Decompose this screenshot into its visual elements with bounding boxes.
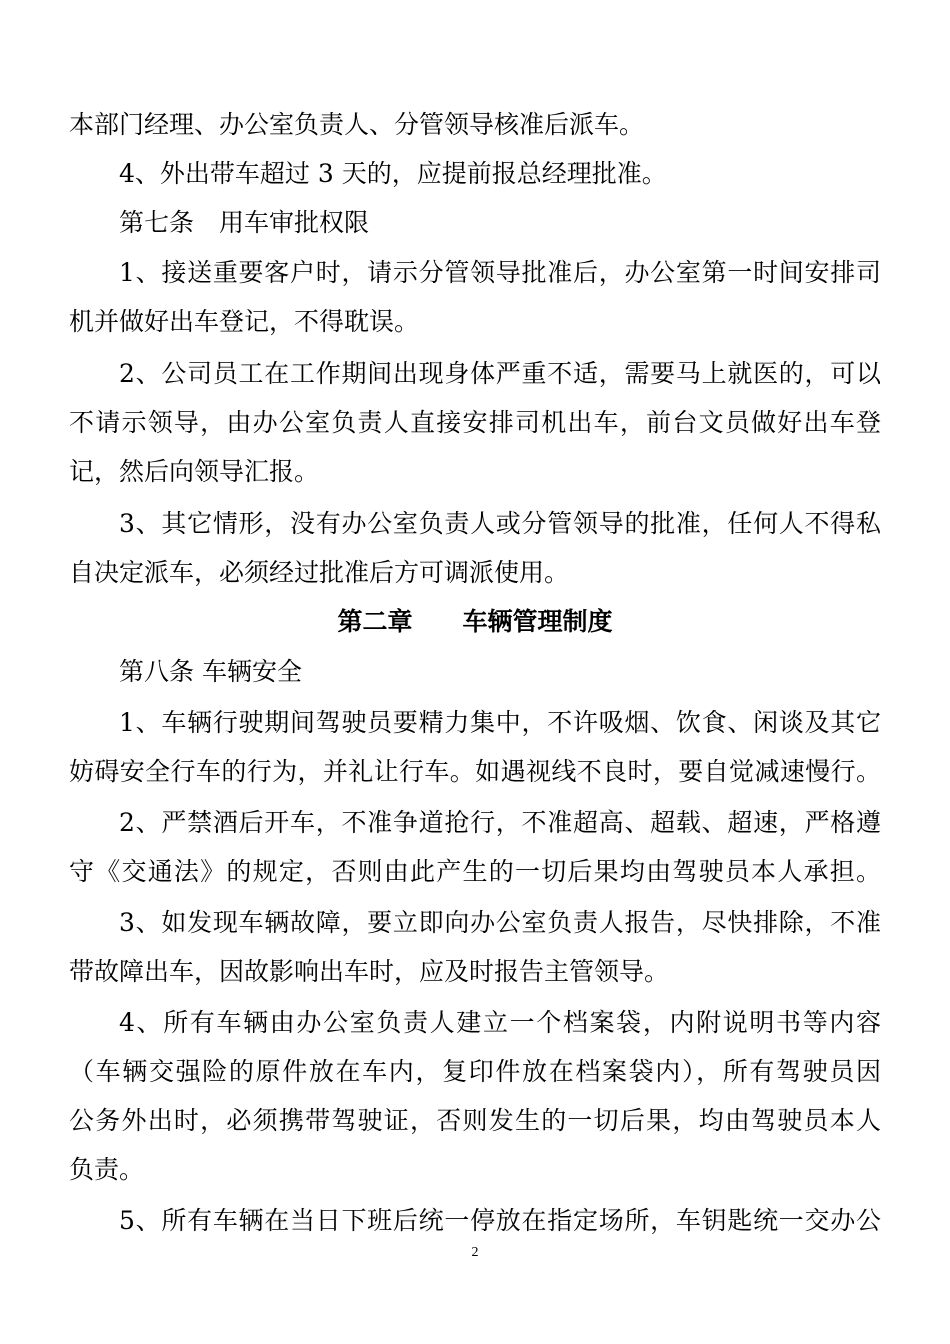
- text-line: 带故障出车，因故影响出车时，应及时报告主管领导。: [69, 957, 670, 986]
- text-line: （车辆交强险的原件放在车内，复印件放在档案袋内），所有驾驶员因: [69, 1057, 881, 1086]
- text-line: 记，然后向领导汇报。: [69, 457, 320, 486]
- text-line: 守《交通法》的规定，否则由此产生的一切后果均由驾驶员本人承担。: [69, 857, 881, 886]
- text-line: 1、车辆行驶期间驾驶员要精力集中，不许吸烟、饮食、闲谈及其它: [119, 708, 881, 737]
- article-heading: 第八条 车辆安全: [119, 657, 302, 686]
- text-line: 2、严禁酒后开车，不准争道抢行，不准超高、超载、超速，严格遵: [119, 808, 881, 837]
- text-line: 自决定派车，必须经过批准后方可调派使用。: [69, 558, 570, 587]
- text-line: 负责。: [69, 1155, 145, 1184]
- article-heading: 第七条 用车审批权限: [119, 208, 370, 237]
- text-line: 妨碍安全行车的行为，并礼让行车。如遇视线不良时，要自觉减速慢行。: [69, 757, 881, 786]
- text-line: 不请示领导，由办公室负责人直接安排司机出车，前台文员做好出车登: [69, 408, 881, 437]
- text-line: 5、所有车辆在当日下班后统一停放在指定场所，车钥匙统一交办公: [119, 1206, 881, 1235]
- text-line: 3、其它情形，没有办公室负责人或分管领导的批准，任何人不得私: [119, 509, 881, 538]
- text-line: 4、所有车辆由办公室负责人建立一个档案袋，内附说明书等内容: [119, 1008, 881, 1037]
- text-line: 3、如发现车辆故障，要立即向办公室负责人报告，尽快排除，不准: [119, 908, 881, 937]
- text-line: 公务外出时，必须携带驾驶证，否则发生的一切后果，均由驾驶员本人: [69, 1106, 881, 1135]
- chapter-heading: 第二章 车辆管理制度: [337, 607, 613, 636]
- text-line: 1、接送重要客户时，请示分管领导批准后，办公室第一时间安排司: [119, 258, 881, 287]
- text-line: 4、外出带车超过 3 天的，应提前报总经理批准。: [119, 159, 667, 188]
- page-number: 2: [471, 1245, 479, 1260]
- text-line: 本部门经理、办公室负责人、分管领导核准后派车。: [69, 110, 645, 139]
- text-line: 机并做好出车登记，不得耽误。: [69, 307, 420, 336]
- text-line: 2、公司员工在工作期间出现身体严重不适，需要马上就医的，可以: [119, 359, 881, 388]
